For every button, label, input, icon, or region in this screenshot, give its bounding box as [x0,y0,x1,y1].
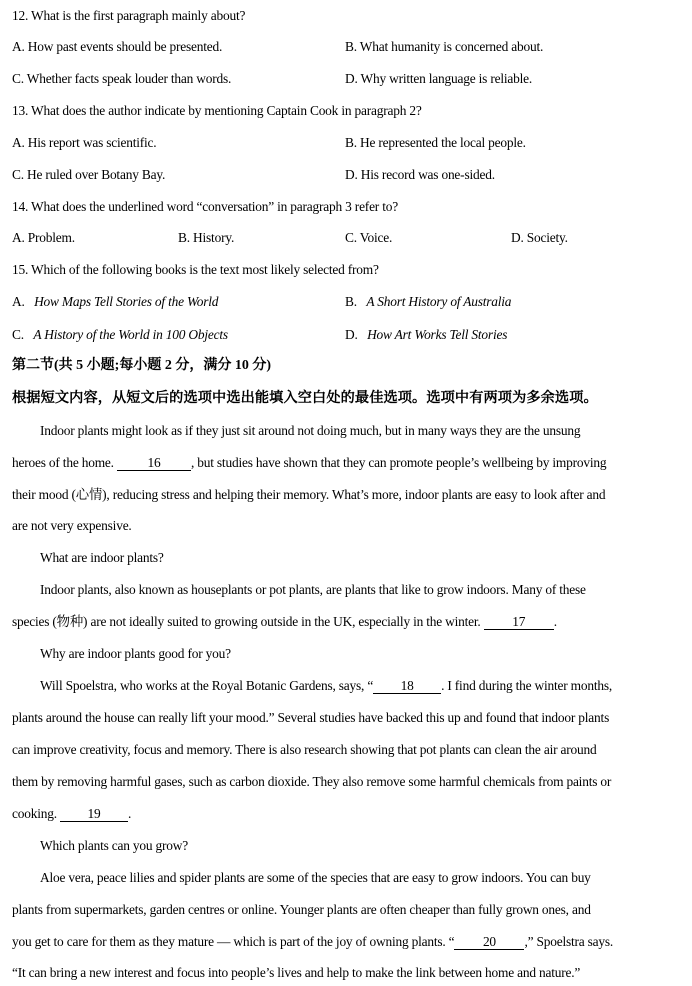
q12-option-c[interactable]: C. Whether facts speak louder than words. [12,71,232,86]
paragraph-line: “It can bring a new interest and focus into people’s lives and help to make the link between home and nature.” [12,965,581,980]
paragraph-line: their mood (心情), reducing stress and helping their memory. What’s more, indoor plants are easy to look after and [12,487,606,502]
q12-option-b[interactable]: B. What humanity is concerned about. [345,39,544,54]
question-14-stem: 14. What does the underlined word “conversation” in paragraph 3 refer to? [12,199,398,214]
q12-option-d[interactable]: D. Why written language is reliable. [345,71,533,86]
q13-option-d[interactable]: D. His record was one-sided. [345,167,495,182]
paragraph-line: species (物种) are not ideally suited to growing outside in the UK, especially in the winter. 17 . [12,614,557,629]
subheading: Why are indoor plants good for you? [40,646,231,661]
blank-17[interactable]: 17 [484,615,554,630]
paragraph-line: heroes of the home. 16 , but studies have shown that they can promote people’s wellbeing by improving [12,455,607,470]
question-12-stem: 12. What is the first paragraph mainly about? [12,8,246,23]
paragraph-line: Indoor plants, also known as houseplants or pot plants, are plants that like to grow indoors. Many of these [40,582,586,597]
q13-option-a[interactable]: A. His report was scientific. [12,135,157,150]
q15-option-d[interactable]: D. How Art Works Tell Stories [345,327,508,342]
section-instruction: 根据短文内容，从短文后的选项中选出能填入空白处的最佳选项。选项中有两项为多余选项。 [12,390,598,406]
question-13-stem: 13. What does the author indicate by mentioning Captain Cook in paragraph 2? [12,103,422,118]
q15-option-a[interactable]: A. How Maps Tell Stories of the World [12,294,219,309]
q15-option-c[interactable]: C. A History of the World in 100 Objects [12,327,228,342]
paragraph-line: them by removing harmful gases, such as carbon dioxide. They also remove some harmful chemicals from paints or [12,774,612,789]
q14-option-a[interactable]: A. Problem. [12,230,75,245]
q14-option-c[interactable]: C. Voice. [345,230,393,245]
paragraph-line: Indoor plants might look as if they just sit around not doing much, but in many ways they are the unsung [40,423,581,438]
q15-option-b[interactable]: B. A Short History of Australia [345,294,512,309]
paragraph-line: Aloe vera, peace lilies and spider plants are some of the species that are easy to grow indoors. You can buy [40,870,591,885]
q12-option-a[interactable]: A. How past events should be presented. [12,39,223,54]
blank-18[interactable]: 18 [373,679,441,694]
q13-option-c[interactable]: C. He ruled over Botany Bay. [12,167,166,182]
blank-19[interactable]: 19 [60,807,128,822]
q13-option-b[interactable]: B. He represented the local people. [345,135,526,150]
paragraph-line: cooking. 19 . [12,806,132,821]
question-15-stem: 15. Which of the following books is the text most likely selected from? [12,262,379,277]
blank-20[interactable]: 20 [454,935,524,950]
section-heading: 第二节(共 5 小题;每小题 2 分，满分 10 分) [12,358,271,373]
paragraph-line: can improve creativity, focus and memory. There is also research showing that pot plants can clean the air around [12,742,597,757]
q14-option-d[interactable]: D. Society. [511,230,568,245]
paragraph-line: Will Spoelstra, who works at the Royal Botanic Gardens, says, “ 18 . I find during the winter months, [40,678,613,693]
paragraph-line: plants around the house can really lift your mood.” Several studies have backed this up and found that indoor plants [12,710,610,725]
subheading: What are indoor plants? [40,550,164,565]
q14-option-b[interactable]: B. History. [178,230,235,245]
paragraph-line: plants from supermarkets, garden centres or online. Younger plants are often cheaper than fully grown ones, and [12,902,591,917]
paragraph-line: you get to care for them as they mature — which is part of the joy of owning plants. “ 20 ,” Spoelstra says. [12,934,614,949]
subheading: Which plants can you grow? [40,838,189,853]
blank-16[interactable]: 16 [117,456,191,471]
paragraph-line: are not very expensive. [12,518,132,533]
